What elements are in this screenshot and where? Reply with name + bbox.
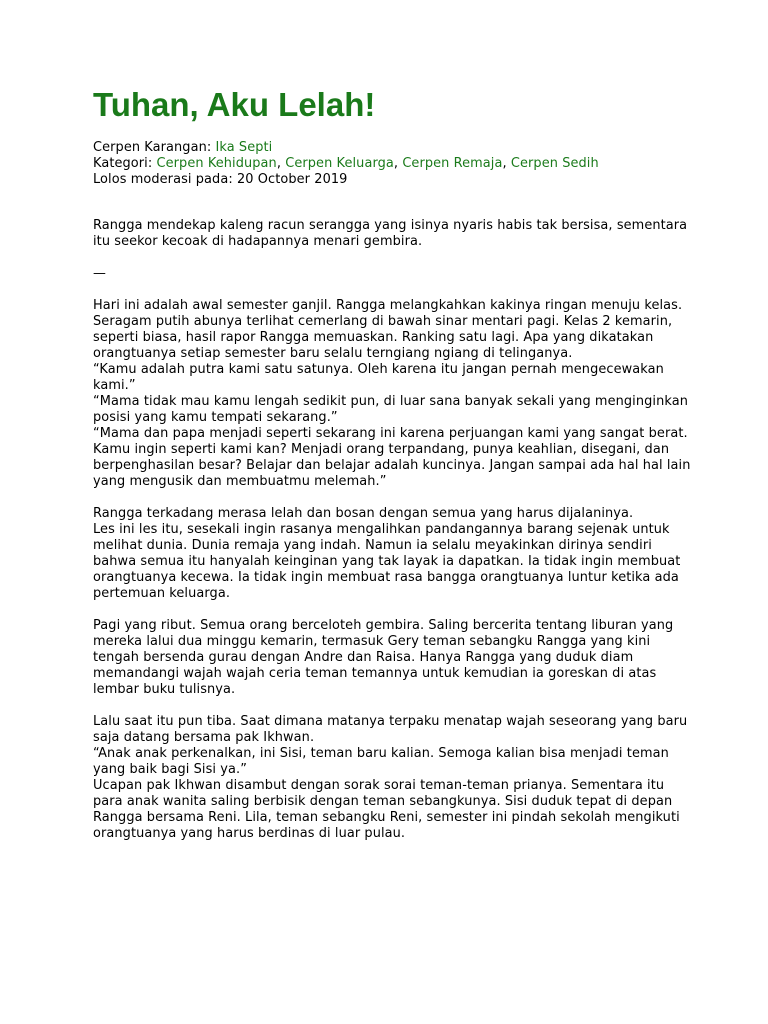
category-link[interactable]: Cerpen Sedih (510, 156, 599, 171)
category-link[interactable]: Cerpen Remaja (402, 156, 503, 171)
paragraph-line: Ucapan pak Ikhwan disambut dengan sorak sorai teman-teman prianya. Sementara itu para anak wanita saling berbisik dengan teman sebangkunya. Sisi duduk tepat di depan Rangga bersama Reni. Lila, teman sebangku Reni, semester ini pindah sekolah mengikuti orangtuanya yang harus berdinas di luar pulau. (93, 778, 680, 841)
paragraph: Pagi yang ribut. Semua orang berceloteh gembira. Saling bercerita tentang liburan yang mereka lalui dua minggu kemarin, termasuk Gery teman sebangku Rangga yang kini tengah bersenda gurau dengan Andre dan Raisa. Hanya Rangga yang duduk diam memandangi wajah wajah ceria teman temannya untuk kemudian ia goreskan di atas lembar buku tulisnya. (93, 618, 674, 697)
intro-paragraph: Rangga mendekap kaleng racun serangga yang isinya nyaris habis tak bersisa, sementara itu seekor kecoak di hadapannya menari gembira. (93, 218, 688, 249)
paragraph-line: Les ini les itu, sesekali ingin rasanya mengalihkan pandangannya barang sejenak untuk melihat dunia. Dunia remaja yang indah. Namun ia selalu meyakinkan dirinya sendiri bahwa semua itu hanyalah keinginan yang tak layak ia dapatkan. Ia tidak ingin membuat orangtuanya kecewa. Ia tidak ingin membuat rasa bangga orangtuanya luntur ketika ada pertemuan keluarga. (93, 522, 681, 601)
article-meta (93, 140, 693, 188)
paragraph (93, 298, 693, 490)
section-divider: — (93, 266, 106, 281)
category-link[interactable]: Cerpen Keluarga (285, 156, 394, 171)
category-separator: , (502, 156, 511, 171)
paragraph (93, 714, 693, 842)
paragraph-line: “Anak anak perkenalkan, ini Sisi, teman baru kalian. Semoga kalian bisa menjadi teman yang baik bagi Sisi ya.” (93, 746, 669, 777)
moderation-row (93, 172, 693, 188)
page-title: Tuhan, Aku Lelah! (93, 86, 376, 123)
paragraph-line: Lalu saat itu pun tiba. Saat dimana matanya terpaku menatap wajah seseorang yang baru saja datang bersama pak Ikhwan. (93, 714, 688, 745)
paragraph (93, 506, 693, 602)
paragraph-line: “Mama tidak mau kamu lengah sedikit pun, di luar sana banyak sekali yang menginginkan posisi yang kamu tempati sekarang.” (93, 394, 688, 425)
moderation-label: Lolos moderasi pada: (93, 172, 237, 187)
author-link[interactable]: Ika Septi (215, 140, 273, 155)
story-body (93, 218, 693, 858)
category-separator: , (393, 156, 403, 171)
author-row (93, 140, 693, 156)
category-separator: , (276, 156, 286, 171)
author-label: Cerpen Karangan: (93, 140, 216, 155)
moderation-date: 20 October 2019 (236, 172, 348, 187)
category-link[interactable]: Cerpen Kehidupan (156, 156, 277, 171)
category-label: Kategori: (93, 156, 157, 171)
paragraph-line: “Mama dan papa menjadi seperti sekarang ini karena perjuangan kami yang sangat berat. Kamu ingin seperti kami kan? Menjadi orang terpandang, punya keahlian, disegani, dan berpenghasilan besar? Belajar dan belajar adalah kuncinya. Jangan sampai ada hal hal lain yang mengusik dan membuatmu melemah.” (93, 426, 691, 489)
paragraph-line: “Kamu adalah putra kami satu satunya. Oleh karena itu jangan pernah mengecewakan kami.” (93, 362, 664, 393)
paragraph-line: Rangga terkadang merasa lelah dan bosan dengan semua yang harus dijalaninya. (93, 506, 634, 521)
category-row (93, 156, 693, 172)
paragraph-line: Hari ini adalah awal semester ganjil. Rangga melangkahkan kakinya ringan menuju kelas. Seragam putih abunya terlihat cemerlang di bawah sinar mentari pagi. Kelas 2 kemarin, seperti biasa, hasil rapor Rangga memuaskan. Ranking satu lagi. Apa yang dikatakan orangtuanya setiap semester baru selalu terngiang ngiang di telinganya. (93, 298, 683, 361)
